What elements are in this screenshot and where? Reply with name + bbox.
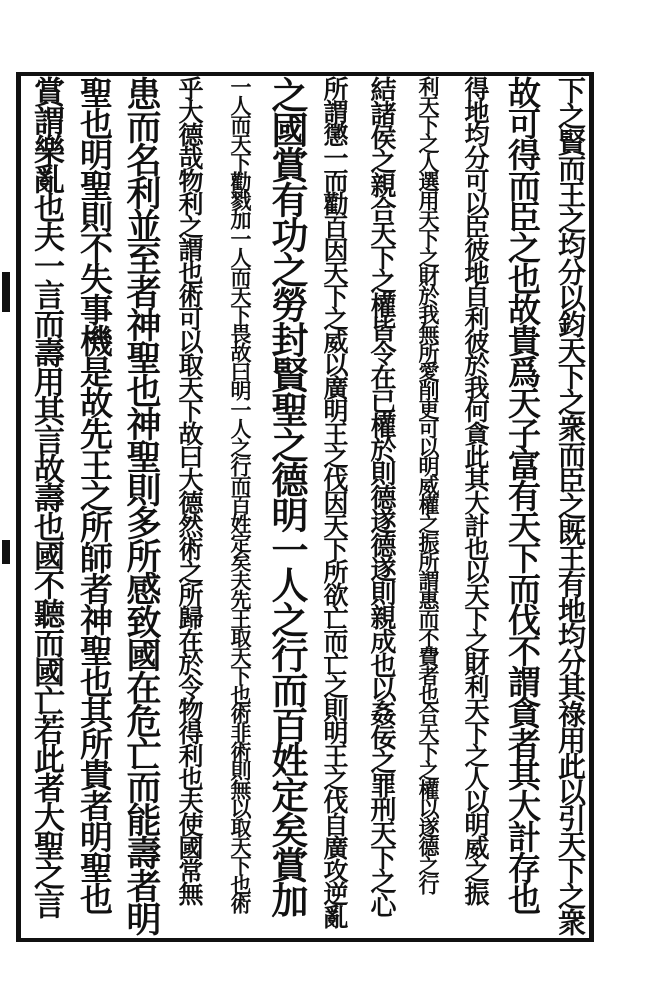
column-text: 乎大德哉物利之謂也術可以取天下故曰大德然術之所歸在於令物得利也夫使國常無: [175, 76, 204, 904]
text-column: [119, 76, 163, 938]
text-column: [500, 76, 544, 938]
column-text: 得地均分可以臣彼地自利彼於我何貪此其大計也以天下之財利天下之人以明威之振: [461, 76, 490, 904]
text-column: [406, 76, 450, 938]
column-text: 所謂懲一而勸百因天下之威以廣明王之伐因天下所欲亡而亡之則明王之伐自廣攻逆亂: [320, 76, 349, 927]
text-column: [24, 76, 68, 938]
text-column: [167, 76, 211, 938]
text-column: [359, 76, 403, 938]
column-text: 一人而天下勸戮加一人而天下畏故曰明一人之行而百姓定矣夫先王取天下也術非術則無以取天下也術: [228, 76, 253, 912]
text-column: [218, 76, 262, 938]
text-column: [265, 76, 309, 938]
text-column: [312, 76, 356, 938]
column-text: 之國賞有功之勞封賢聖之德明一人之行而百姓定矣賞加: [265, 76, 309, 916]
column-text: 故可得而臣之也故貴爲天子富有天下而伐不謂貪者其大計存也: [503, 76, 542, 913]
column-text: 利天下之人選用天下之財於我無所愛削更可以明威權之振所謂惠而不費者也合天下之權以遂德之行: [416, 76, 441, 893]
text-column: [548, 76, 592, 938]
binding-edge-mark: [2, 272, 10, 312]
binding-edge-mark: [2, 540, 10, 564]
column-text: 聖也明聖則不失事機是故先王之所師者神聖也其所貴者明聖也: [75, 76, 114, 913]
column-text: 賞謂樂亂也夫一言而壽用其言故壽也國不聽而國亡若此者大聖之言: [28, 76, 64, 917]
column-text: 結諸侯之親合天下之權皆令在已權於則德遂德遂則親成也以姦佞之罪刑天下之心: [366, 76, 396, 916]
text-column: [453, 76, 497, 938]
text-column: [72, 76, 116, 938]
column-text: 患而名利並至者神聖也神聖則多所感致國在危亡而能壽者明: [121, 76, 162, 934]
column-text: 下之賢而王之均分以鈞天下之衆而臣之既王有地均分其祿用此以引天下之衆: [554, 76, 587, 934]
